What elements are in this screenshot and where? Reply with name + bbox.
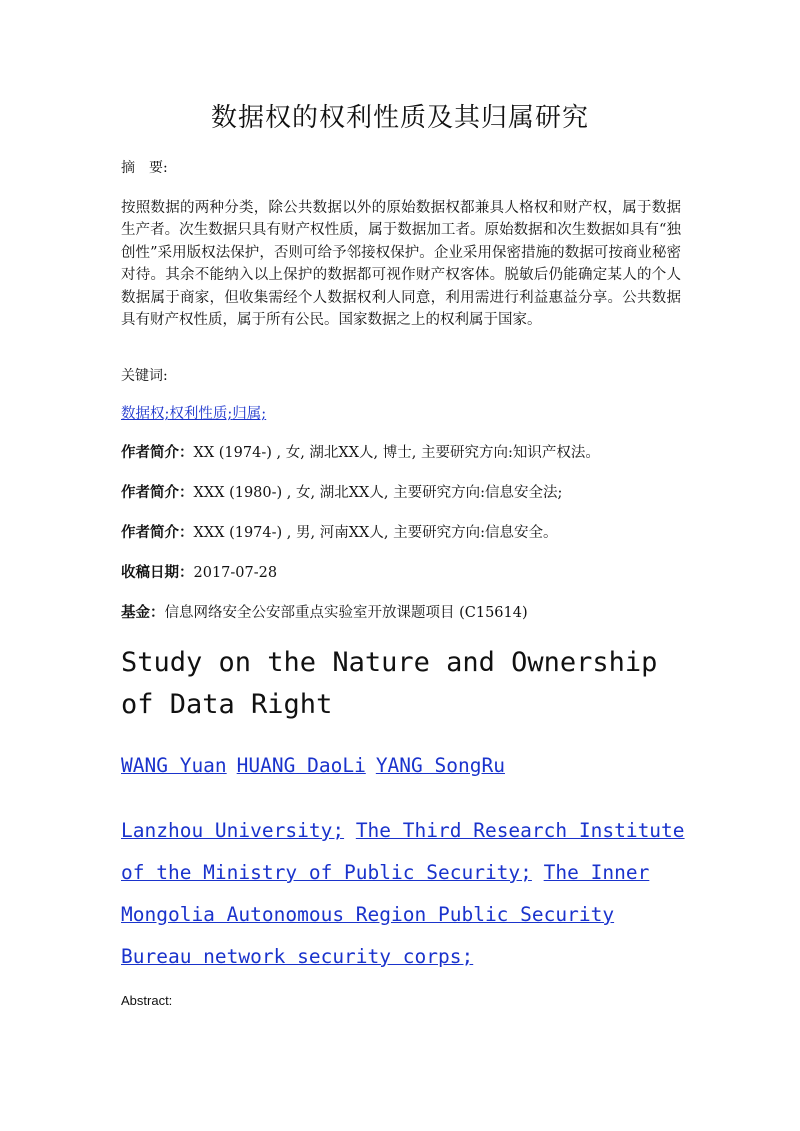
author-profile-label: 作者简介： [121, 525, 194, 541]
english-title: Study on the Nature and Ownership of Data Right [121, 647, 658, 720]
keywords-list [121, 403, 266, 425]
fund-label: 基金： [121, 605, 165, 621]
author-profile-text: XXX (1980-) , 女, 湖北XX人, 主要研究方向:信息安全法; [193, 485, 563, 501]
received-date-value: 2017-07-28 [193, 565, 278, 581]
author-profile-label: 作者简介： [121, 445, 194, 461]
received-date [121, 562, 277, 584]
abstract-label-en: Abstract: [121, 993, 173, 1008]
author-profile-3 [121, 522, 558, 544]
abstract-cn: 按照数据的两种分类，除公共数据以外的原始数据权都兼具人格权和财产权，属于数据生产者。次生数据只具有财产权性质，属于数据加工者。原始数据和次生数据如具有“独创性”采用版权法保护，否则可给予邻接权保护。企业采用保密措施的数据可按商业秘密对待。其余不能纳入以上保护的数据都可视作财产权客体。脱敏后仍能确定某人的个人数据属于商家，但收集需经个人数据权利人同意，利用需进行利益惠益分享。公共数据具有财产权性质，属于所有公民。国家数据之上的权利属于国家。 [121, 200, 681, 329]
chinese-title: 数据权的权利性质及其归属研究 [210, 103, 589, 133]
author-profile-2 [121, 482, 562, 504]
keywords-label: 关键词: [121, 368, 168, 384]
author-profile-label: 作者简介： [121, 485, 194, 501]
keyword-link[interactable]: 权利性质; [169, 406, 233, 422]
keyword-link[interactable]: 归属; [232, 406, 267, 422]
author-profile-text: XXX (1974-) , 男, 河南XX人, 主要研究方向:信息安全。 [193, 525, 558, 541]
fund-value: 信息网络安全公安部重点实验室开放课题项目 (C15614) [164, 605, 528, 621]
abstract-label-cn: 摘 要: [121, 160, 168, 176]
author-profile-text: XX (1974-) , 女, 湖北XX人, 博士, 主要研究方向:知识产权法。 [193, 445, 600, 461]
affiliations [121, 810, 686, 978]
author-link[interactable]: WANG Yuan [121, 754, 227, 777]
affiliation-link[interactable]: The Inner Mongolia Autonomous Region Public Security Bureau network security corps; [121, 861, 650, 968]
fund-info [121, 602, 528, 624]
affiliation-link[interactable]: Lanzhou University; [121, 819, 345, 842]
received-date-label: 收稿日期： [121, 565, 194, 581]
keyword-link[interactable]: 数据权; [121, 406, 170, 422]
author-link[interactable]: YANG SongRu [375, 754, 505, 777]
author-profile-1 [121, 442, 600, 464]
authors-en [121, 751, 515, 781]
affiliation-link[interactable]: The Third Research Institute of the Ministry of Public Security; [121, 819, 685, 884]
author-link[interactable]: HUANG DaoLi [236, 754, 366, 777]
